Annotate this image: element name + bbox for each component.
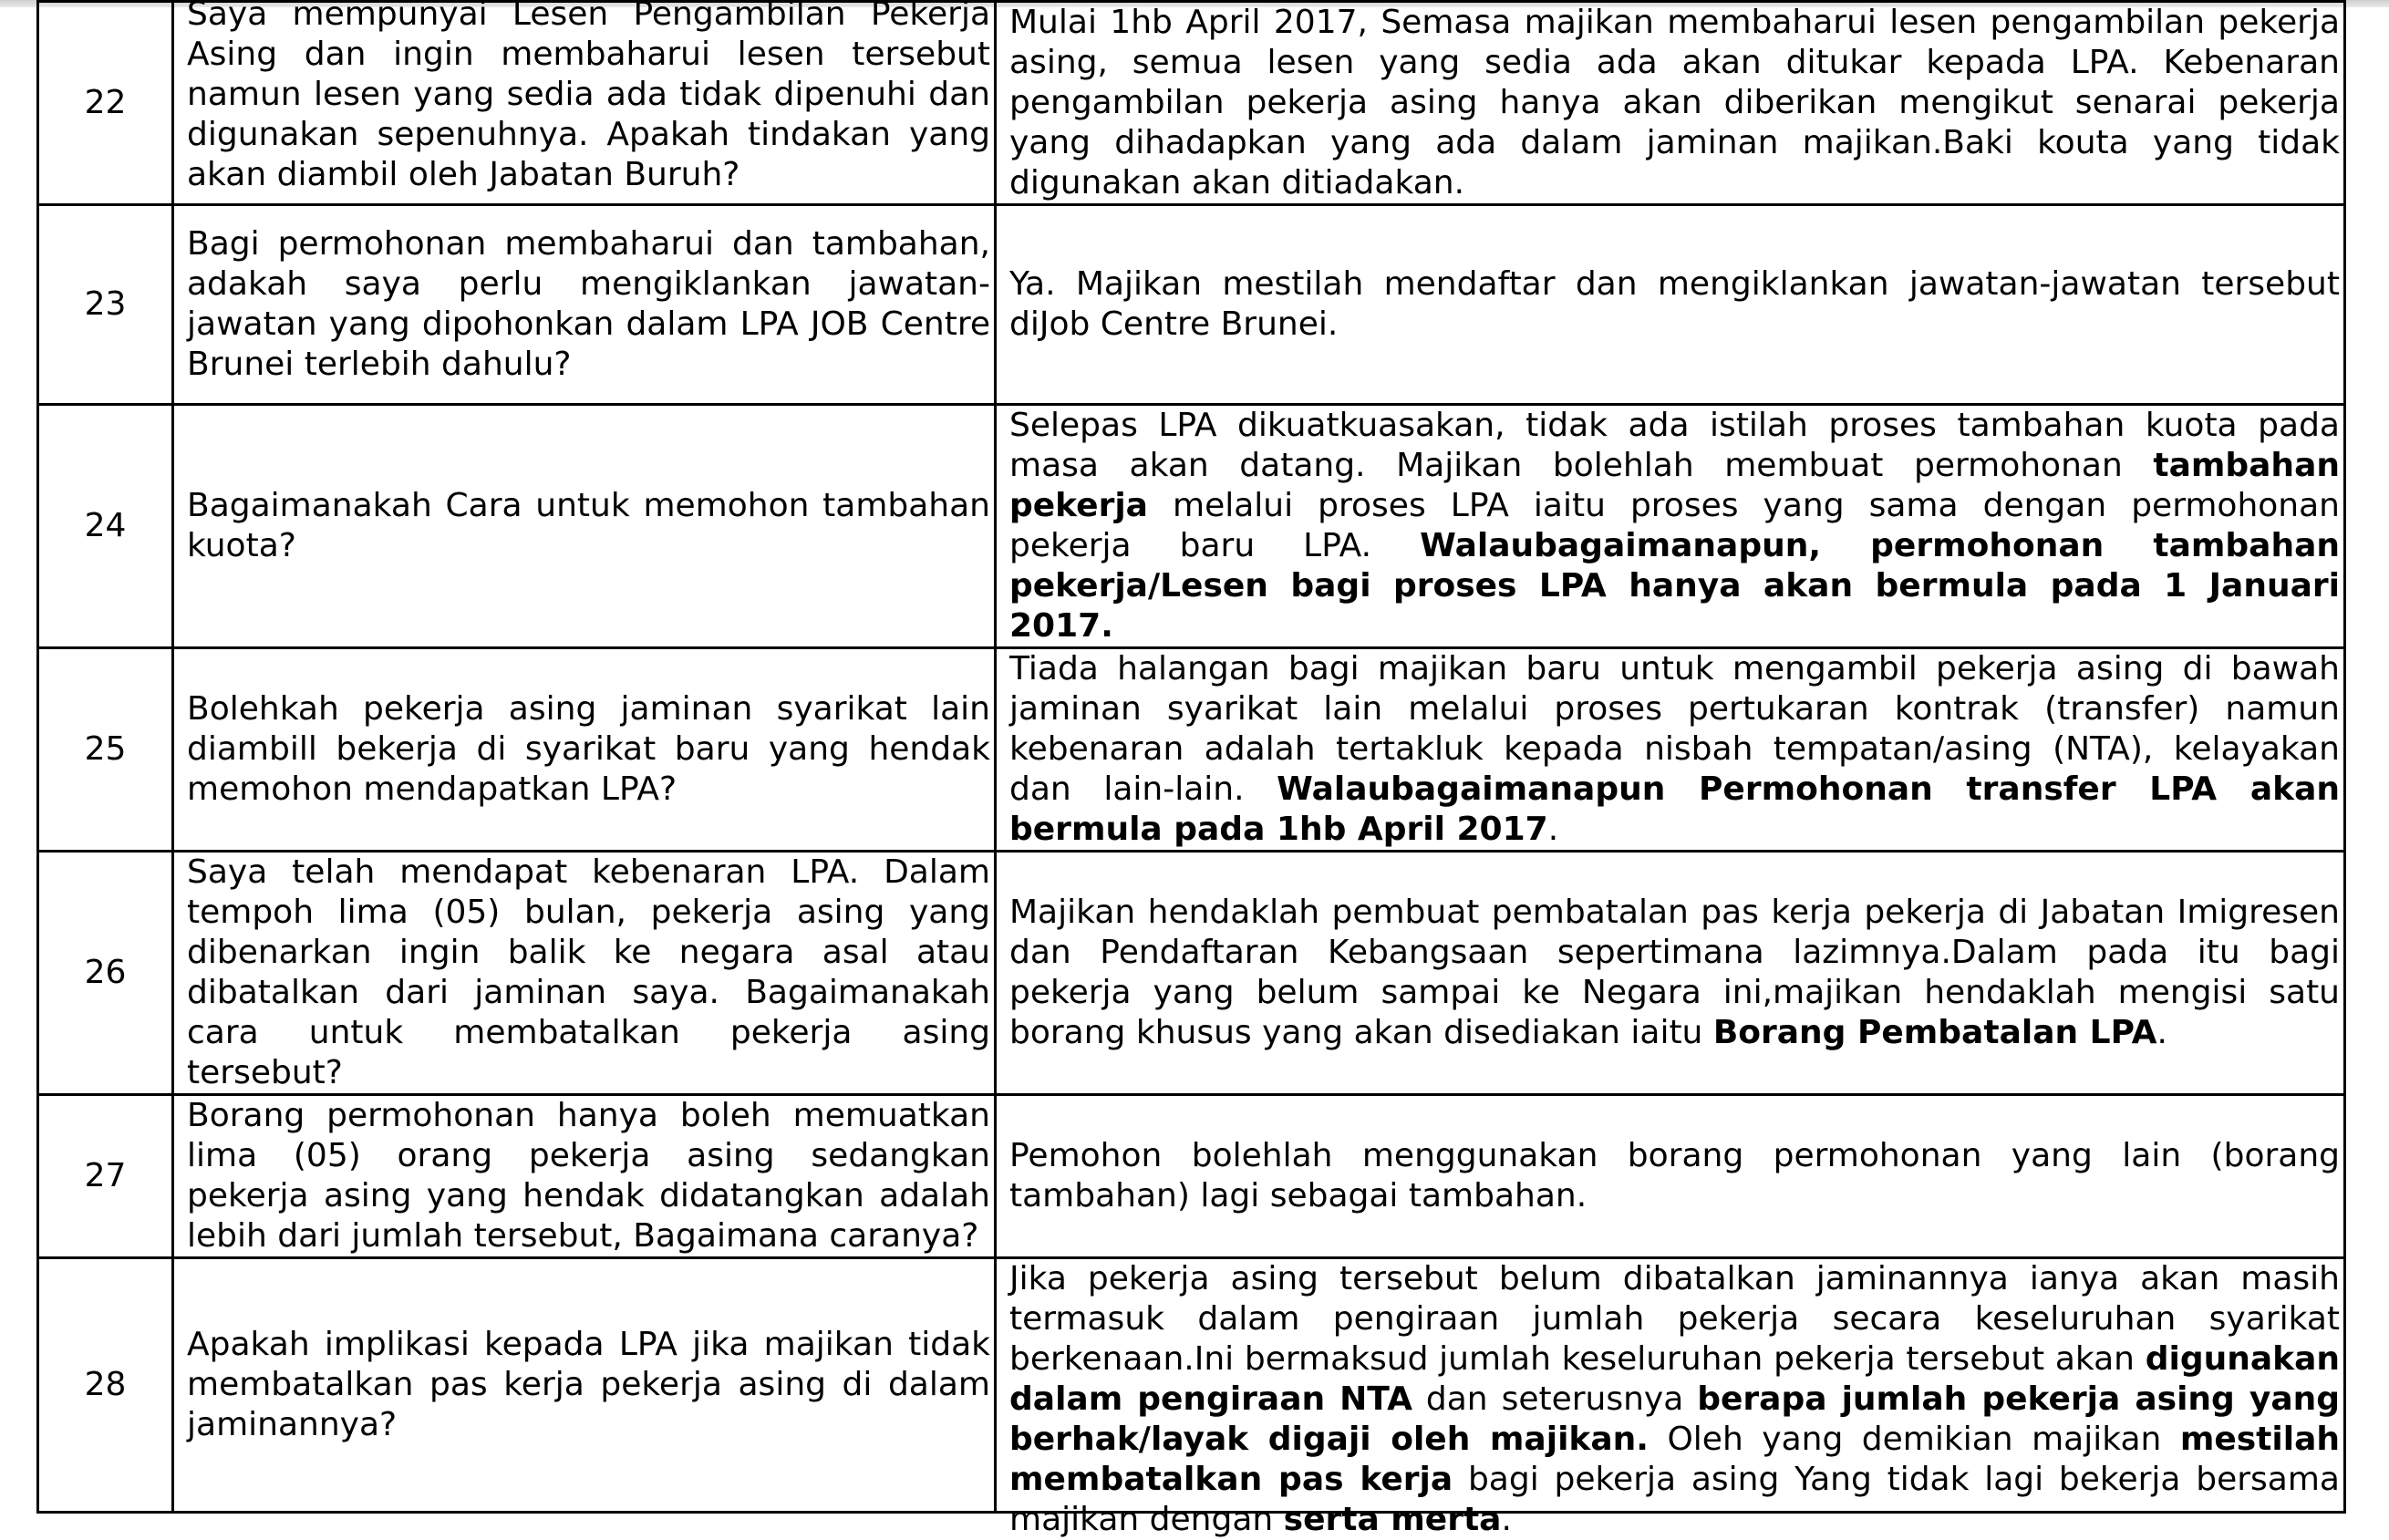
answer-text [1009,649,2340,850]
answer-text [1009,406,2340,646]
answer-segment: Pemohon bolehlah menggunakan borang permohonan yang lain (borang tambahan) lagi sebagai tambahan. [1009,1137,2340,1214]
answer-bold-segment: mestilah membatalkan pas kerja [1009,1421,2340,1498]
row-number: 28 [38,1258,173,1513]
answer-text [1009,1259,2340,1540]
answer-segment: . [2156,1014,2167,1051]
answer-segment: Jika pekerja asing tersebut belum dibatalkan jaminannya ianya akan masih termasuk dalam pengiraan jumlah pekerja secara keseluruhan syarikat berkenaan.Ini bermaksud jumlah keseluruhan pekerja tersebut akan [1009,1260,2340,1378]
row-number: 25 [38,648,173,852]
question-text: Apakah implikasi kepada LPA jika majikan tidak membatalkan pas kerja pekerja asing di dalam jaminannya? [187,1326,990,1443]
answer-bold-segment: digunakan dalam pengiraan NTA [1009,1340,2340,1418]
answer-segment: Majikan hendaklah pembuat pembatalan pas kerja pekerja di Jabatan Imigresen dan Pendaftaran Kebangsaan sepertimana lazimnya.Dalam pada itu bagi pekerja yang belum sampai ke Negara ini,majikan hendaklah mengisi satu borang khusus yang akan disediakan iaitu [1009,894,2340,1051]
table-row [38,2,2345,205]
table-row [38,205,2345,405]
answer-bold-segment: tambahan pekerja [1009,447,2340,524]
answer-text [1009,264,2340,345]
answer-text [1009,3,2340,203]
row-number: 24 [38,405,173,648]
table-row [38,1095,2345,1258]
answer-segment: Ya. Majikan mestilah mendaftar dan mengiklankan jawatan-jawatan tersebut diJob Centre Brunei. [1009,265,2340,343]
answer-cell [996,1095,2345,1258]
answer-segment: melalui proses LPA iaitu proses yang sama dengan permohonan pekerja baru LPA. [1009,487,2340,564]
table-row [38,1258,2345,1513]
answer-cell [996,852,2345,1095]
table-row [38,648,2345,852]
row-number: 23 [38,205,173,405]
question-text: Bagaimanakah Cara untuk memohon tambahan kuota? [187,487,990,564]
answer-segment: Selepas LPA dikuatkuasakan, tidak ada istilah proses tambahan kuota pada masa akan datang. Majikan bolehlah membuat permohonan [1009,407,2340,484]
answer-bold-segment: berapa jumlah pekerja asing yang berhak/layak digaji oleh majikan. [1009,1380,2341,1458]
answer-text [1009,1136,2340,1216]
answer-segment: dan seterusnya [1412,1380,1698,1418]
row-number: 27 [38,1095,173,1258]
answer-segment: . [1501,1501,1512,1538]
answer-cell [996,1258,2345,1538]
question-cell [173,2,996,205]
answer-bold-segment: Borang Pembatalan LPA [1712,1014,2157,1051]
question-cell [173,205,996,405]
question-cell [173,648,996,852]
answer-segment: Oleh yang demikian majikan [1648,1421,2180,1458]
faq-table [36,0,2346,1538]
question-text: Saya telah mendapat kebenaran LPA. Dalam tempoh lima (05) bulan, pekerja asing yang dibenarkan ingin balik ke negara asal atau dibatalkan dari jaminan saya. Bagaimanakah cara untuk membatalkan pekerja asing tersebut? [187,853,990,1091]
answer-segment: bagi pekerja asing Yang tidak lagi bekerja bersama majikan dengan [1009,1461,2340,1538]
question-cell [173,1258,996,1513]
answer-cell [996,205,2345,405]
answer-segment: Mulai 1hb April 2017, Semasa majikan membaharui lesen pengambilan pekerja asing, semua lesen yang sedia ada akan ditukar kepada LPA. Kebenaran pengambilan pekerja asing hanya akan diberikan mengikut senarai pekerja yang dihadapkan yang ada dalam jaminan majikan.Baki kouta yang tidak digunakan akan ditiadakan. [1009,4,2340,202]
row-number: 26 [38,852,173,1095]
question-cell [173,405,996,648]
question-text: Bolehkah pekerja asing jaminan syarikat lain diambill bekerja di syarikat baru yang hendak memohon mendapatkan LPA? [187,690,990,808]
question-text: Saya mempunyai Lesen Pengambilan Pekerja Asing dan ingin membaharui lesen tersebut namun lesen yang sedia ada tidak dipenuhi dan digunakan sepenuhnya. Apakah tindakan yang akan diambil oleh Jabatan Buruh? [187,0,990,193]
question-cell [173,852,996,1095]
table-row [38,405,2345,648]
answer-cell [996,2,2345,205]
answer-bold-segment: Walaubagaimanapun, permohonan tambahan pekerja/Lesen bagi proses LPA hanya akan bermula pada 1 Januari 2017. [1009,527,2340,645]
faq-table-body [38,0,2345,1538]
answer-segment: Tiada halangan bagi majikan baru untuk mengambil pekerja asing di bawah jaminan syarikat lain melalui proses pertukaran kontrak (transfer) namun kebenaran adalah tertakluk kepada nisbah tempatan/asing (NTA), kelayakan dan lain-lain. [1009,650,2340,808]
row-number: 22 [38,2,173,205]
answer-text [1009,893,2340,1053]
question-text: Borang permohonan hanya boleh memuatkan lima (05) orang pekerja asing sedangkan pekerja asing yang hendak didatangkan adalah lebih dari jumlah tersebut, Bagaimana caranya? [187,1097,990,1255]
answer-cell [996,648,2345,852]
question-text: Bagi permohonan membaharui dan tambahan, adakah saya perlu mengiklankan jawatan-jawatan yang dipohonkan dalam LPA JOB Centre Brunei terlebih dahulu? [187,225,990,383]
answer-cell [996,405,2345,648]
table-row [38,852,2345,1095]
answer-bold-segment: Walaubagaimanapun Permohonan transfer LPA akan bermula pada 1hb April 2017 [1009,770,2341,848]
question-cell [173,1095,996,1258]
answer-segment: . [1547,811,1559,848]
answer-bold-segment: serta merta [1283,1501,1502,1538]
